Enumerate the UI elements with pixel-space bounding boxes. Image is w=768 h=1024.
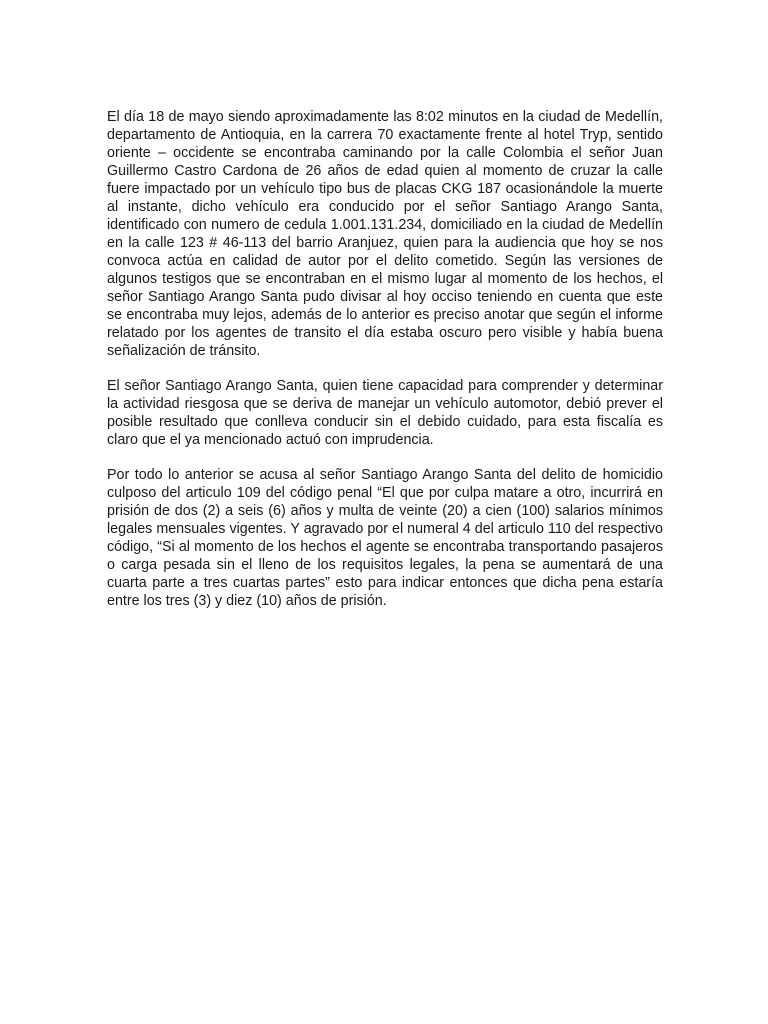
paragraph-accusation: Por todo lo anterior se acusa al señor Santiago Arango Santa del delito de homicidio culposo del articulo 109 del código penal “El que por culpa matare a otro, incurrirá en prisión de dos (2) a seis (6) años y multa de veinte (20) a cien (100) salarios mínimos legales mensuales vigentes. Y agravado por el numeral 4 del articulo 110 del respectivo código, “Si al momento de los hechos el agente se encontraba transportando pasajeros o carga pesada sin el lleno de los requisitos legales, la pena se aumentará de una cuarta parte a tres cuartas partes” esto para indicar entonces que dicha pena estaría entre los tres (3) y diez (10) años de prisión. [107, 467, 663, 609]
paragraph-capacity-imprudence: El señor Santiago Arango Santa, quien tiene capacidad para comprender y determinar la actividad riesgosa que se deriva de manejar un vehículo automotor, debió prever el posible resultado que conlleva conducir sin el debido cuidado, para esta fiscalía es claro que el ya mencionado actuó con imprudencia. [107, 378, 663, 448]
document-body [107, 108, 663, 627]
paragraph-incident-description: El día 18 de mayo siendo aproximadamente las 8:02 minutos en la ciudad de Medellín, departamento de Antioquia, en la carrera 70 exactamente frente al hotel Tryp, sentido oriente – occidente se encontraba caminando por la calle Colombia el señor Juan Guillermo Castro Cardona de 26 años de edad quien al momento de cruzar la calle fuere impactado por un vehículo tipo bus de placas CKG 187 ocasionándole la muerte al instante, dicho vehículo era conducido por el señor Santiago Arango Santa, identificado con numero de cedula 1.001.131.234, domiciliado en la ciudad de Medellín en la calle 123 # 46-113 del barrio Aranjuez, quien para la audiencia que hoy se nos convoca actúa en calidad de autor por el delito cometido. Según las versiones de algunos testigos que se encontraban en el mismo lugar al momento de los hechos, el señor Santiago Arango Santa pudo divisar al hoy occiso teniendo en cuenta que este se encontraba muy lejos, además de lo anterior es preciso anotar que según el informe relatado por los agentes de transito el día estaba oscuro pero visible y había buena señalización de tránsito. [107, 109, 663, 359]
